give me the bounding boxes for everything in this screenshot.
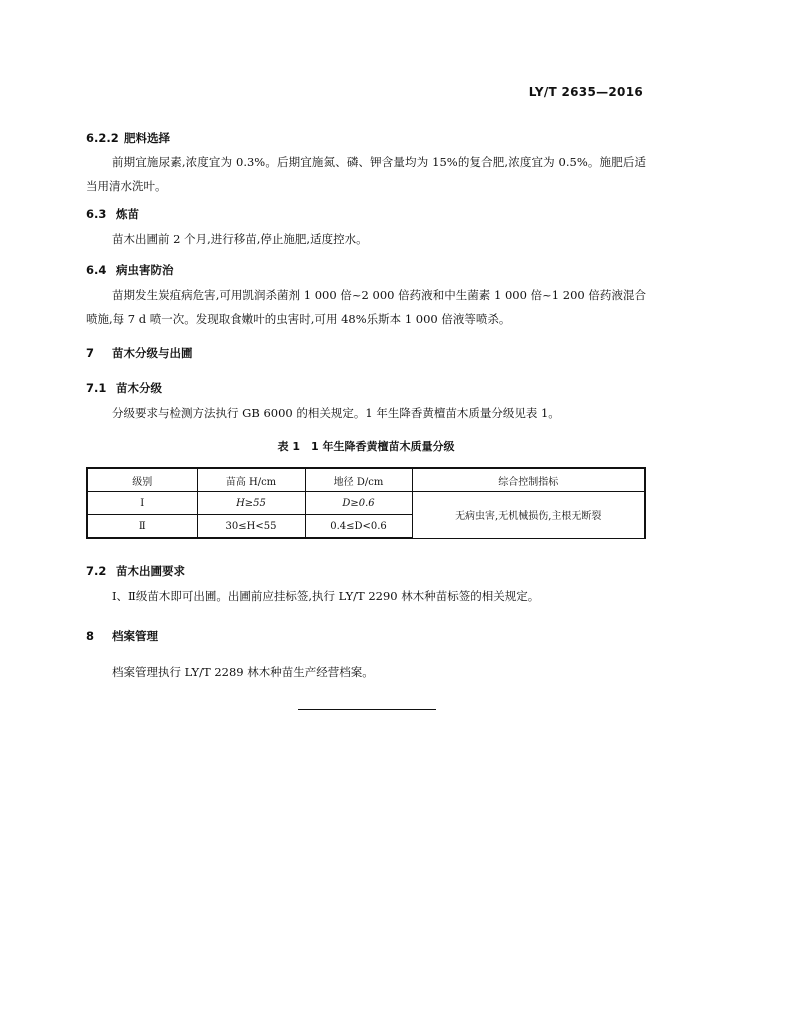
- section-number: 7.2: [86, 564, 107, 578]
- section-6-3-heading: [86, 206, 139, 222]
- cell-diameter: D≥0.6: [305, 492, 412, 515]
- table-row: [87, 492, 645, 515]
- section-number: 6.4: [86, 263, 107, 277]
- section-7-1-heading: [86, 380, 162, 396]
- section-7-1-body: 分级要求与检测方法执行 GB 6000 的相关规定。1 年生降香黄檀苗木质量分级见表 1。: [112, 406, 560, 420]
- section-number: 6.3: [86, 207, 107, 221]
- section-title: 苗木分级与出圃: [112, 346, 193, 360]
- section-number: 7: [86, 346, 95, 360]
- section-title: 病虫害防治: [116, 263, 174, 277]
- section-6-2-2-heading: [86, 130, 170, 146]
- section-title: 肥料选择: [124, 131, 171, 145]
- header-height: 苗高 H/cm: [197, 468, 305, 492]
- header-control-index: 综合控制指标: [412, 468, 645, 492]
- cell-grade: Ⅱ: [87, 515, 197, 539]
- header-diameter: 地径 D/cm: [305, 468, 412, 492]
- section-7-2-body: Ⅰ、Ⅱ级苗木即可出圃。出圃前应挂标签,执行 LY/T 2290 林木种苗标签的相关规定。: [112, 589, 540, 603]
- cell-control-index: 无病虫害,无机械损伤,主根无断裂: [412, 492, 645, 539]
- cell-diameter: 0.4≤D<0.6: [305, 515, 412, 539]
- seedling-grade-table: [86, 467, 646, 539]
- cell-height: 30≤H<55: [197, 515, 305, 539]
- standard-number: LY/T 2635—2016: [528, 85, 643, 99]
- section-title: 档案管理: [112, 629, 159, 643]
- section-number: 7.1: [86, 381, 107, 395]
- table-caption: 表 1 1 年生降香黄檀苗木质量分级: [277, 440, 455, 453]
- section-6-4-body: 苗期发生炭疽病危害,可用凯润杀菌剂 1 000 倍~2 000 倍药液和中生菌素 1 000 倍~1 200 倍药液混合喷施,每 7 d 喷一次。发现取食嫩叶的虫害时,可用 48%乐斯本 1 000 倍液等喷杀。: [86, 288, 646, 326]
- section-8-heading: [86, 628, 158, 644]
- cell-height: H≥55: [197, 492, 305, 515]
- section-6-3-body: 苗木出圃前 2 个月,进行移苗,停止施肥,适度控水。: [112, 232, 368, 246]
- section-number: 6.2.2: [86, 131, 119, 145]
- end-of-document-rule: [298, 709, 436, 710]
- header-grade: 级别: [87, 468, 197, 492]
- section-number: 8: [86, 629, 95, 643]
- section-6-2-2-body: 前期宜施尿素,浓度宜为 0.3%。后期宜施氮、磷、钾含量均为 15%的复合肥,浓度宜为 0.5%。施肥后适当用清水洗叶。: [86, 155, 646, 193]
- section-7-2-heading: [86, 563, 185, 579]
- table-header-row: [87, 468, 645, 492]
- section-7-heading: [86, 345, 193, 361]
- section-title: 苗木出圃要求: [116, 564, 186, 578]
- section-8-body: 档案管理执行 LY/T 2289 林木种苗生产经营档案。: [112, 665, 374, 679]
- cell-grade: Ⅰ: [87, 492, 197, 515]
- section-title: 炼苗: [116, 207, 140, 221]
- section-title: 苗木分级: [116, 381, 163, 395]
- section-6-4-heading: [86, 262, 174, 278]
